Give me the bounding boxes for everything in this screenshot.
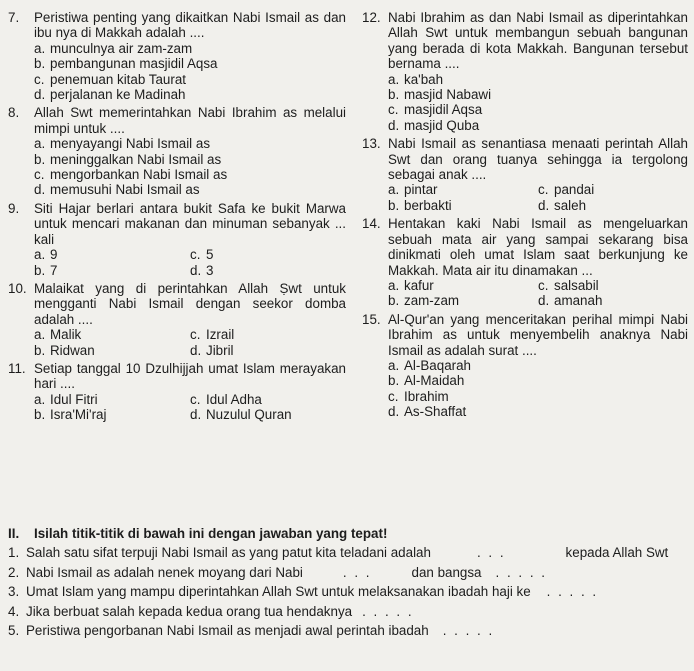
option-c[interactable]: c. pandai [538, 182, 595, 198]
options [388, 278, 688, 309]
question-number: 11. [8, 360, 26, 376]
option-c[interactable]: c. salsabil [538, 277, 599, 293]
options [388, 72, 688, 134]
options [34, 41, 346, 103]
question-stem: Nabi Ismail as senantiasa menaati perintah Allah Swt dan orang tuanya sehingga ia tergolong sebagai anak .... [388, 136, 688, 183]
fill-item-4: 4. Jika berbuat salah kepada kedua orang tua hendaknya . . . . . [8, 603, 414, 619]
option-a[interactable]: a. menyayangi Nabi Ismail as [34, 136, 211, 152]
right-column [362, 10, 688, 423]
option-d[interactable]: d. Nuzulul Quran [190, 407, 292, 423]
option-a[interactable]: a. 9 [34, 247, 58, 263]
question-stem: Setiap tanggal 10 Dzulhijjah umat Islam merayakan hari .... [34, 360, 346, 392]
question-number: 9. [8, 200, 20, 216]
option-a[interactable]: a. Malik [34, 327, 82, 343]
option-b[interactable]: b. meninggalkan Nabi Ismail as [34, 151, 222, 167]
fill-item-1: 1. Salah satu sifat terpuji Nabi Ismail as yang patut kita teladani adalah . . . kepada Allah Swt [8, 545, 669, 561]
option-d[interactable]: d. Jibril [190, 342, 234, 358]
left-column [8, 10, 346, 426]
options [34, 392, 346, 423]
option-c[interactable]: c. masjidil Aqsa [388, 102, 483, 118]
answer-blank[interactable]: . . . [476, 545, 506, 561]
options [34, 247, 346, 278]
question-15 [362, 312, 688, 420]
fill-item-2: 2. Nabi Ismail as adalah nenek moyang dari Nabi . . . dan bangsa . . . . . [8, 564, 547, 580]
option-b[interactable]: b. Ridwan [34, 342, 95, 358]
question-number: 12. [362, 10, 381, 25]
answer-blank[interactable]: . . . . . [362, 603, 414, 619]
answer-blank[interactable]: . . . . . [546, 584, 599, 600]
question-14 [362, 216, 688, 308]
question-11 [8, 361, 346, 423]
question-stem: Siti Hajar berlari antara bukit Safa ke bukit Marwa untuk mencari makanan dan minuman sebanyak ... kali [34, 200, 346, 247]
option-c[interactable]: c. Ibrahim [388, 388, 449, 404]
option-d[interactable]: d. memusuhi Nabi Ismail as [34, 182, 200, 198]
question-12 [362, 10, 688, 133]
answer-blank[interactable]: . . . . . [442, 623, 495, 639]
question-stem: Hentakan kaki Nabi Ismail as mengeluarkan sebuah mata air yang sampai sekarang bisa dinikmati oleh umat Islam saat berkunjung ke Makkah. Mata air itu dinamakan ... [388, 216, 688, 278]
answer-blank[interactable]: . . . [342, 564, 372, 580]
fill-item-3: 3. Umat Islam yang mampu diperintahkan Allah Swt untuk melaksanakan ibadah haji ke . . . . . [8, 584, 599, 600]
option-d[interactable]: d. As-Shaffat [388, 404, 467, 420]
answer-blank[interactable]: . . . . . [495, 564, 547, 580]
options [34, 136, 346, 198]
option-a[interactable]: a. ka'bah [388, 71, 444, 87]
option-c[interactable]: c. Idul Adha [190, 391, 262, 407]
option-a[interactable]: a. Al-Baqarah [388, 357, 471, 373]
options [388, 358, 688, 420]
question-13 [362, 136, 688, 213]
question-number: 10. [8, 280, 27, 296]
question-9 [8, 201, 346, 278]
question-stem: Peristiwa penting yang dikaitkan Nabi Ismail as dan ibu nya di Makkah adalah .... [34, 10, 346, 41]
option-d[interactable]: d. masjid Quba [388, 117, 480, 133]
option-d[interactable]: d. saleh [538, 197, 587, 213]
section-title: II. Isilah titik-titik di bawah ini dengan jawaban yang tepat! [8, 526, 388, 541]
option-d[interactable]: d. amanah [538, 293, 603, 309]
option-b[interactable]: b. berbakti [388, 197, 452, 213]
question-stem: Allah Swt memerintahkan Nabi Ibrahim as melalui mimpi untuk .... [34, 105, 346, 136]
question-number: 13. [362, 136, 381, 152]
question-number: 7. [8, 10, 20, 25]
option-d[interactable]: d. perjalanan ke Madinah [34, 87, 186, 103]
option-b[interactable]: b. Isra'Mi'raj [34, 407, 107, 423]
options [388, 182, 688, 213]
option-c[interactable]: c. mengorbankan Nabi Ismail as [34, 167, 228, 183]
option-b[interactable]: b. zam-zam [388, 293, 460, 309]
option-b[interactable]: b. Al-Maidah [388, 373, 465, 389]
option-b[interactable]: b. 7 [34, 262, 58, 278]
option-c[interactable]: c. Izrail [190, 327, 235, 343]
section-2-fill-in [8, 526, 688, 642]
question-stem: Al-Qur'an yang menceritakan perihal mimpi Nabi Ibrahim as untuk menyembelih anaknya Nabi Ismail as adalah surat .... [388, 311, 688, 358]
question-stem: Nabi Ibrahim as dan Nabi Ismail as diperintahkan Allah Swt untuk membangun sebuah bangunan yang berada di kota Makkah. Bangunan tersebut bernama .... [388, 10, 688, 72]
question-10 [8, 281, 346, 358]
fill-item-5: 5. Peristiwa pengorbanan Nabi Ismail as menjadi awal perintah ibadah . . . . . [8, 623, 495, 639]
option-a[interactable]: a. munculnya air zam-zam [34, 40, 193, 56]
option-b[interactable]: b. masjid Nabawi [388, 87, 492, 103]
option-d[interactable]: d. 3 [190, 262, 214, 278]
option-a[interactable]: a. Idul Fitri [34, 391, 98, 407]
options [34, 327, 346, 358]
option-c[interactable]: c. 5 [190, 247, 214, 263]
question-stem: Malaikat yang di perintahkan Allah Ṣwt untuk mengganti Nabi Ismail dengan seekor domba adalah .... [34, 280, 346, 327]
question-7 [8, 10, 346, 102]
option-c[interactable]: c. penemuan kitab Taurat [34, 71, 186, 87]
question-number: 15. [362, 311, 381, 327]
question-number: 14. [362, 216, 381, 232]
question-number: 8. [8, 105, 20, 121]
option-b[interactable]: b. pembangunan masjidil Aqsa [34, 56, 218, 72]
option-a[interactable]: a. kafur [388, 277, 434, 293]
option-a[interactable]: a. pintar [388, 182, 438, 198]
question-8 [8, 105, 346, 197]
